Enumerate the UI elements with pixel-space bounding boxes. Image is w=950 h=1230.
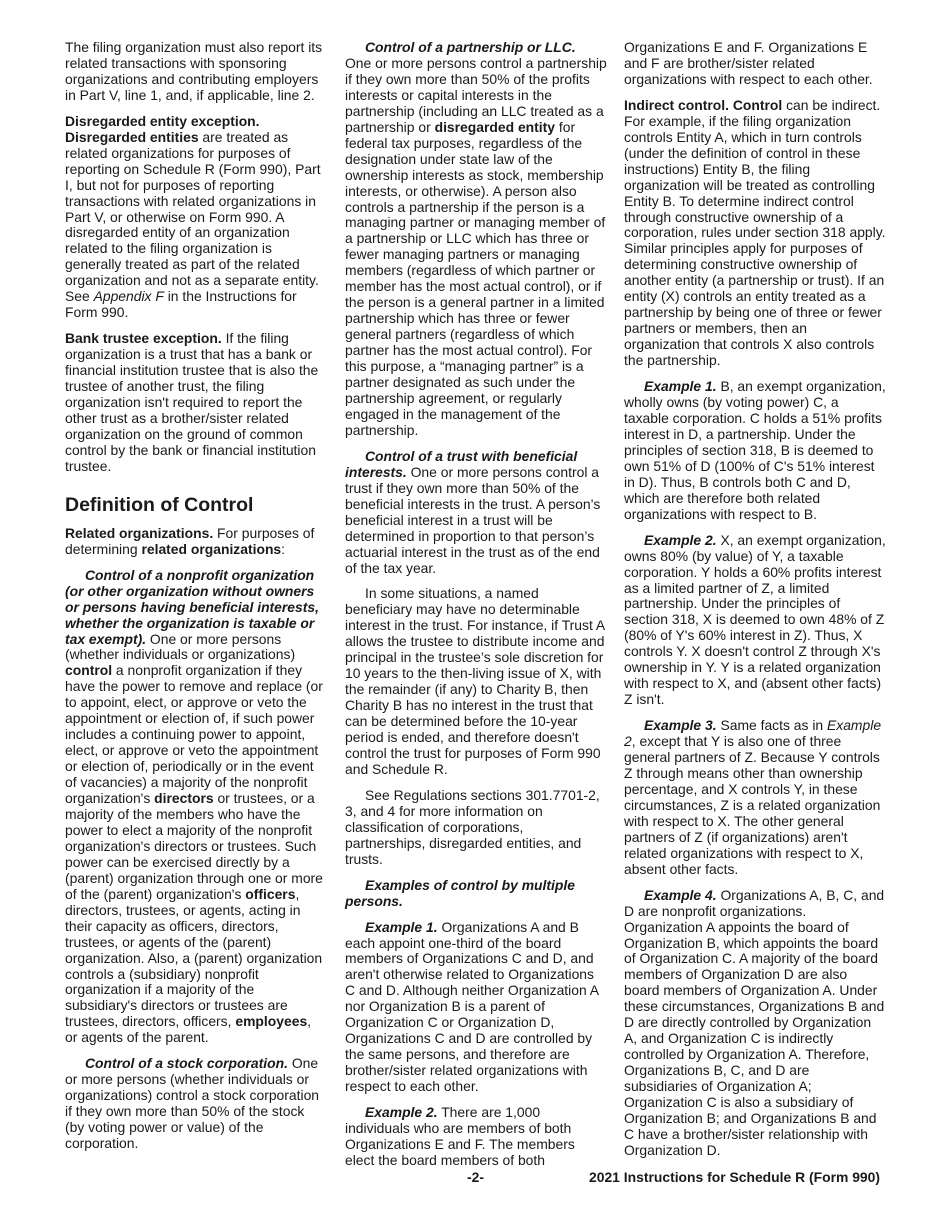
text: One or more persons control a partnership if they own more than 50% of the profits interests or capital interests in the partnership (including an LLC treated as a partnership or	[345, 54, 607, 135]
term-disregarded-entity: disregarded entity	[434, 118, 555, 135]
heading-control-nonprofit: Control of a nonprofit organization (or other organization without owners or persons having beneficial interests, whether the organization is taxable or tax exempt).	[65, 566, 319, 647]
label-example-1: Example 1.	[365, 918, 438, 935]
label-example-1: Example 1.	[644, 378, 717, 395]
reference-example-2: Example 2	[624, 717, 882, 750]
text: One or more persons (whether individuals or organizations) control a stock corporation if they own more than 50% of the stock (by voting power or value) of the corporation.	[65, 1055, 320, 1152]
term-control: control	[65, 662, 113, 679]
page-number: -2-	[467, 1169, 484, 1185]
label-example-2: Example 2.	[365, 1104, 438, 1121]
term-directors: directors	[154, 790, 214, 807]
paragraph-regulations: See Regulations sections 301.7701-2, 3, and 4 for more information on classification of corporations, partnerships, disregarded entities, and trusts.	[345, 786, 600, 867]
text: If the filing organization is a trust that has a bank or financial institution trustee that is also the trustee of another trust, the filing organization isn't required to report the other trust as a brother/sister related organization on the ground of common control by the bank or financial institution trustee.	[65, 330, 319, 474]
paragraph-disregarded-entity	[65, 114, 327, 321]
text: , except that Y is also one of three general partners of Z. Because Y controls Z through means other than ownership percentage, and X controls Y, in these circumstances, Z is a related organization with respect to X. The other general partners of Z (if organizations) aren't related organizations with respect to X, absent other facts.	[624, 733, 881, 877]
text: One or more persons control a trust if they own more than 50% of the beneficial interests in the trust. A person’s beneficial interest in a trust will be determined in proportion to that person’s actuarial interest in the trust as of the end of the tax year.	[345, 463, 601, 576]
paragraph-partnership	[345, 40, 607, 439]
term-disregarded-entities: Disregarded entities	[65, 128, 199, 145]
text: , or agents of the parent.	[65, 1013, 312, 1046]
text: for federal tax purposes, regardless of the designation under state law of the ownership interests as stock, membership interests, or otherwise). A person also controls a partnership if the person is a managing partner or managing member of a partnership or LLC which has three or fewer managing partners or managing members (regardless of which partner or member has the most actual control), or if the person is a general partner in a limited partnership which has three or fewer general partners (regardless of which partner has the most actual control). For this purpose, a “managing partner” is a partner designated as such under the partnership agreement, or regularly engaged in the management of the partnership.	[345, 118, 606, 438]
text: a nonprofit organization if they have the power to remove and replace (or to appoint, elect, or approve or veto the appointment or election of, if such power includes a continuing power to appoint, elect, or approve or veto the appointment or election of, periodically or in the event of vacancies) a majority of the nonprofit organization's	[65, 662, 323, 807]
paragraph-stock-corporation	[65, 1056, 327, 1152]
text: in the Instructions for Form 990.	[65, 288, 297, 321]
heading-control-partnership: Control of a partnership or LLC.	[365, 39, 576, 55]
heading-disregarded-entity-exception: Disregarded entity exception.	[65, 112, 260, 129]
paragraph-indirect-control	[624, 98, 886, 369]
term-employees: employees	[235, 1013, 308, 1030]
text: Examples of control by multiple persons.	[345, 876, 575, 909]
term-control: Control	[732, 96, 783, 113]
text: :	[281, 540, 286, 557]
paragraph-indirect-example-1	[624, 379, 886, 523]
label-example-2: Example 2.	[644, 531, 717, 548]
paragraph-related-organizations	[65, 526, 327, 558]
text: Organizations A and B each appoint one-third of the board members of Organizations C and D, and aren't otherwise related to Organizations C and D. Although neither Organization A nor Organization B is a parent of Organization C or Organization D, Organizations C and D are controlled by the same persons, and therefore are brother/sister related organizations with respect to each other.	[345, 918, 599, 1095]
reference-appendix-f: Appendix F	[93, 288, 164, 305]
paragraph-nonprofit-control	[65, 568, 327, 1047]
column-right	[624, 40, 886, 1169]
heading-bank-trustee-exception: Bank trustee exception.	[65, 330, 222, 347]
text: , directors, trustees, or agents, acting in their capacity as officers, directors, trustees, or agents of the (parent) organization. Also, a (parent) organization controls a (subsidiary) nonprofit organization if a majority of the subsidiary's directors or trustees are trustees, directors, officers,	[65, 885, 323, 1030]
label-example-4: Example 4.	[644, 886, 717, 903]
paragraph-named-beneficiary: In some situations, a named beneficiary may have no determinable interest in the trust. For instance, if Trust A allows the trustee to distribute income and principal in the trustee’s sole discretion for 10 years to the then-living issue of X, with the remainder (if any) to Charity B, then Charity B has no interest in the trust that can be determined before the 10-year period is ended, and therefore doesn't control the trust for purposes of Form 990 and Schedule R.	[345, 585, 605, 777]
text: There are 1,000 individuals who are members of both Organizations E and F. The members elect the board members of both	[345, 1104, 575, 1168]
text: Organizations A, B, C, and D are nonprofit organizations. Organization A appoints the board of Organization B, which appoints the board of Organization C. A majority of the board members of Organization D are also board members of Organization A. Under these circumstances, Organizations B and D are directly controlled by Organization A, and Organization C is indirectly controlled by Organization A. Therefore, Organizations B, C, and D are subsidiaries of Organization A; Organization C is also a subsidiary of Organization B; and Organizations B and C have a brother/sister relationship with Organization D.	[624, 886, 885, 1158]
text: are treated as related organizations for purposes of reporting on Schedule R (Form 990), Part I, but not for purposes of reporting transactions with related organizations in Part V, or otherwise on Form 990. A disregarded entity of an organization related to the filing organization is generally treated as part of the related organization and not as a separate entity. See	[65, 128, 321, 305]
section-title-definition-of-control: Definition of Control	[65, 493, 254, 516]
text: For purposes of determining	[65, 524, 315, 557]
text: One or more persons (whether individuals or organizations)	[65, 630, 296, 663]
heading-control-stock-corporation: Control of a stock corporation.	[85, 1055, 288, 1072]
label-example-3: Example 3.	[644, 717, 717, 734]
paragraph-example-2-continued: Organizations E and F. Organizations E and F are brother/sister related organizations with respect to each other.	[624, 39, 873, 87]
heading-examples-multiple-persons	[345, 878, 607, 910]
column-left	[65, 40, 327, 1162]
term-officers: officers	[245, 885, 296, 902]
text: can be indirect. For example, if the filing organization controls Entity A, which in turn controls (under the definition of control in these instructions) Entity B, the filing organization will be treated as controlling Entity B. To determine indirect control through constructive ownership of a corporation, rules under section 318 apply. Similar principles apply for purposes of determining constructive ownership of another entity (a partnership or trust). If an entity (X) controls an entity treated as a partnership by being one of three or fewer partners or members, then an organization that controls X also controls the partnership.	[624, 96, 886, 369]
text: B, an exempt organization, wholly owns (by voting power) C, a taxable corporation. C holds a 51% profits interest in D, a partnership. Under the principles of section 318, B is deemed to own 51% of D (100% of C's 51% interest in D). Thus, B controls both C and D, which are therefore both related organizations with respect to B.	[624, 378, 886, 522]
paragraph-indirect-example-3	[624, 718, 886, 878]
paragraph-related-transactions: The filing organization must also report its related transactions with sponsoring organizations and contributing employers in Part V, line 1, and, if applicable, line 2.	[65, 39, 323, 103]
paragraph-multi-example-2	[345, 1105, 607, 1169]
column-middle	[345, 40, 607, 1179]
heading-related-organizations: Related organizations.	[65, 524, 214, 541]
term-related-organizations: related organizations	[141, 540, 282, 557]
footer-title: 2021 Instructions for Schedule R (Form 990)	[589, 1169, 881, 1185]
paragraph-indirect-example-4	[624, 888, 886, 1159]
paragraph-multi-example-1	[345, 920, 607, 1095]
paragraph-bank-trustee	[65, 331, 327, 475]
heading-control-trust: Control of a trust with beneficial interests.	[345, 447, 578, 480]
paragraph-indirect-example-2	[624, 533, 886, 708]
text: or trustees, or a majority of the members who have the power to elect a majority of the nonprofit organization's directors or trustees. Such power can be exercised directly by a (parent) organization through one or more of the (parent) organization's	[65, 790, 323, 902]
text: Same facts as in	[716, 717, 827, 734]
text: X, an exempt organization, owns 80% (by value) of Y, a taxable corporation. Y holds a 60% profits interest as a limited partner of Z, a limited partnership. Under the principles of section 318, X is deemed to own 48% of Z (80% of Y's 60% interest in Z). Thus, X controls Y. X doesn't control Z through X's ownership in Y. Y is a related organization with respect to X, and (absent other facts) Z isn't.	[624, 531, 886, 708]
heading-indirect-control: Indirect control.	[624, 96, 729, 113]
paragraph-trust	[345, 449, 607, 577]
